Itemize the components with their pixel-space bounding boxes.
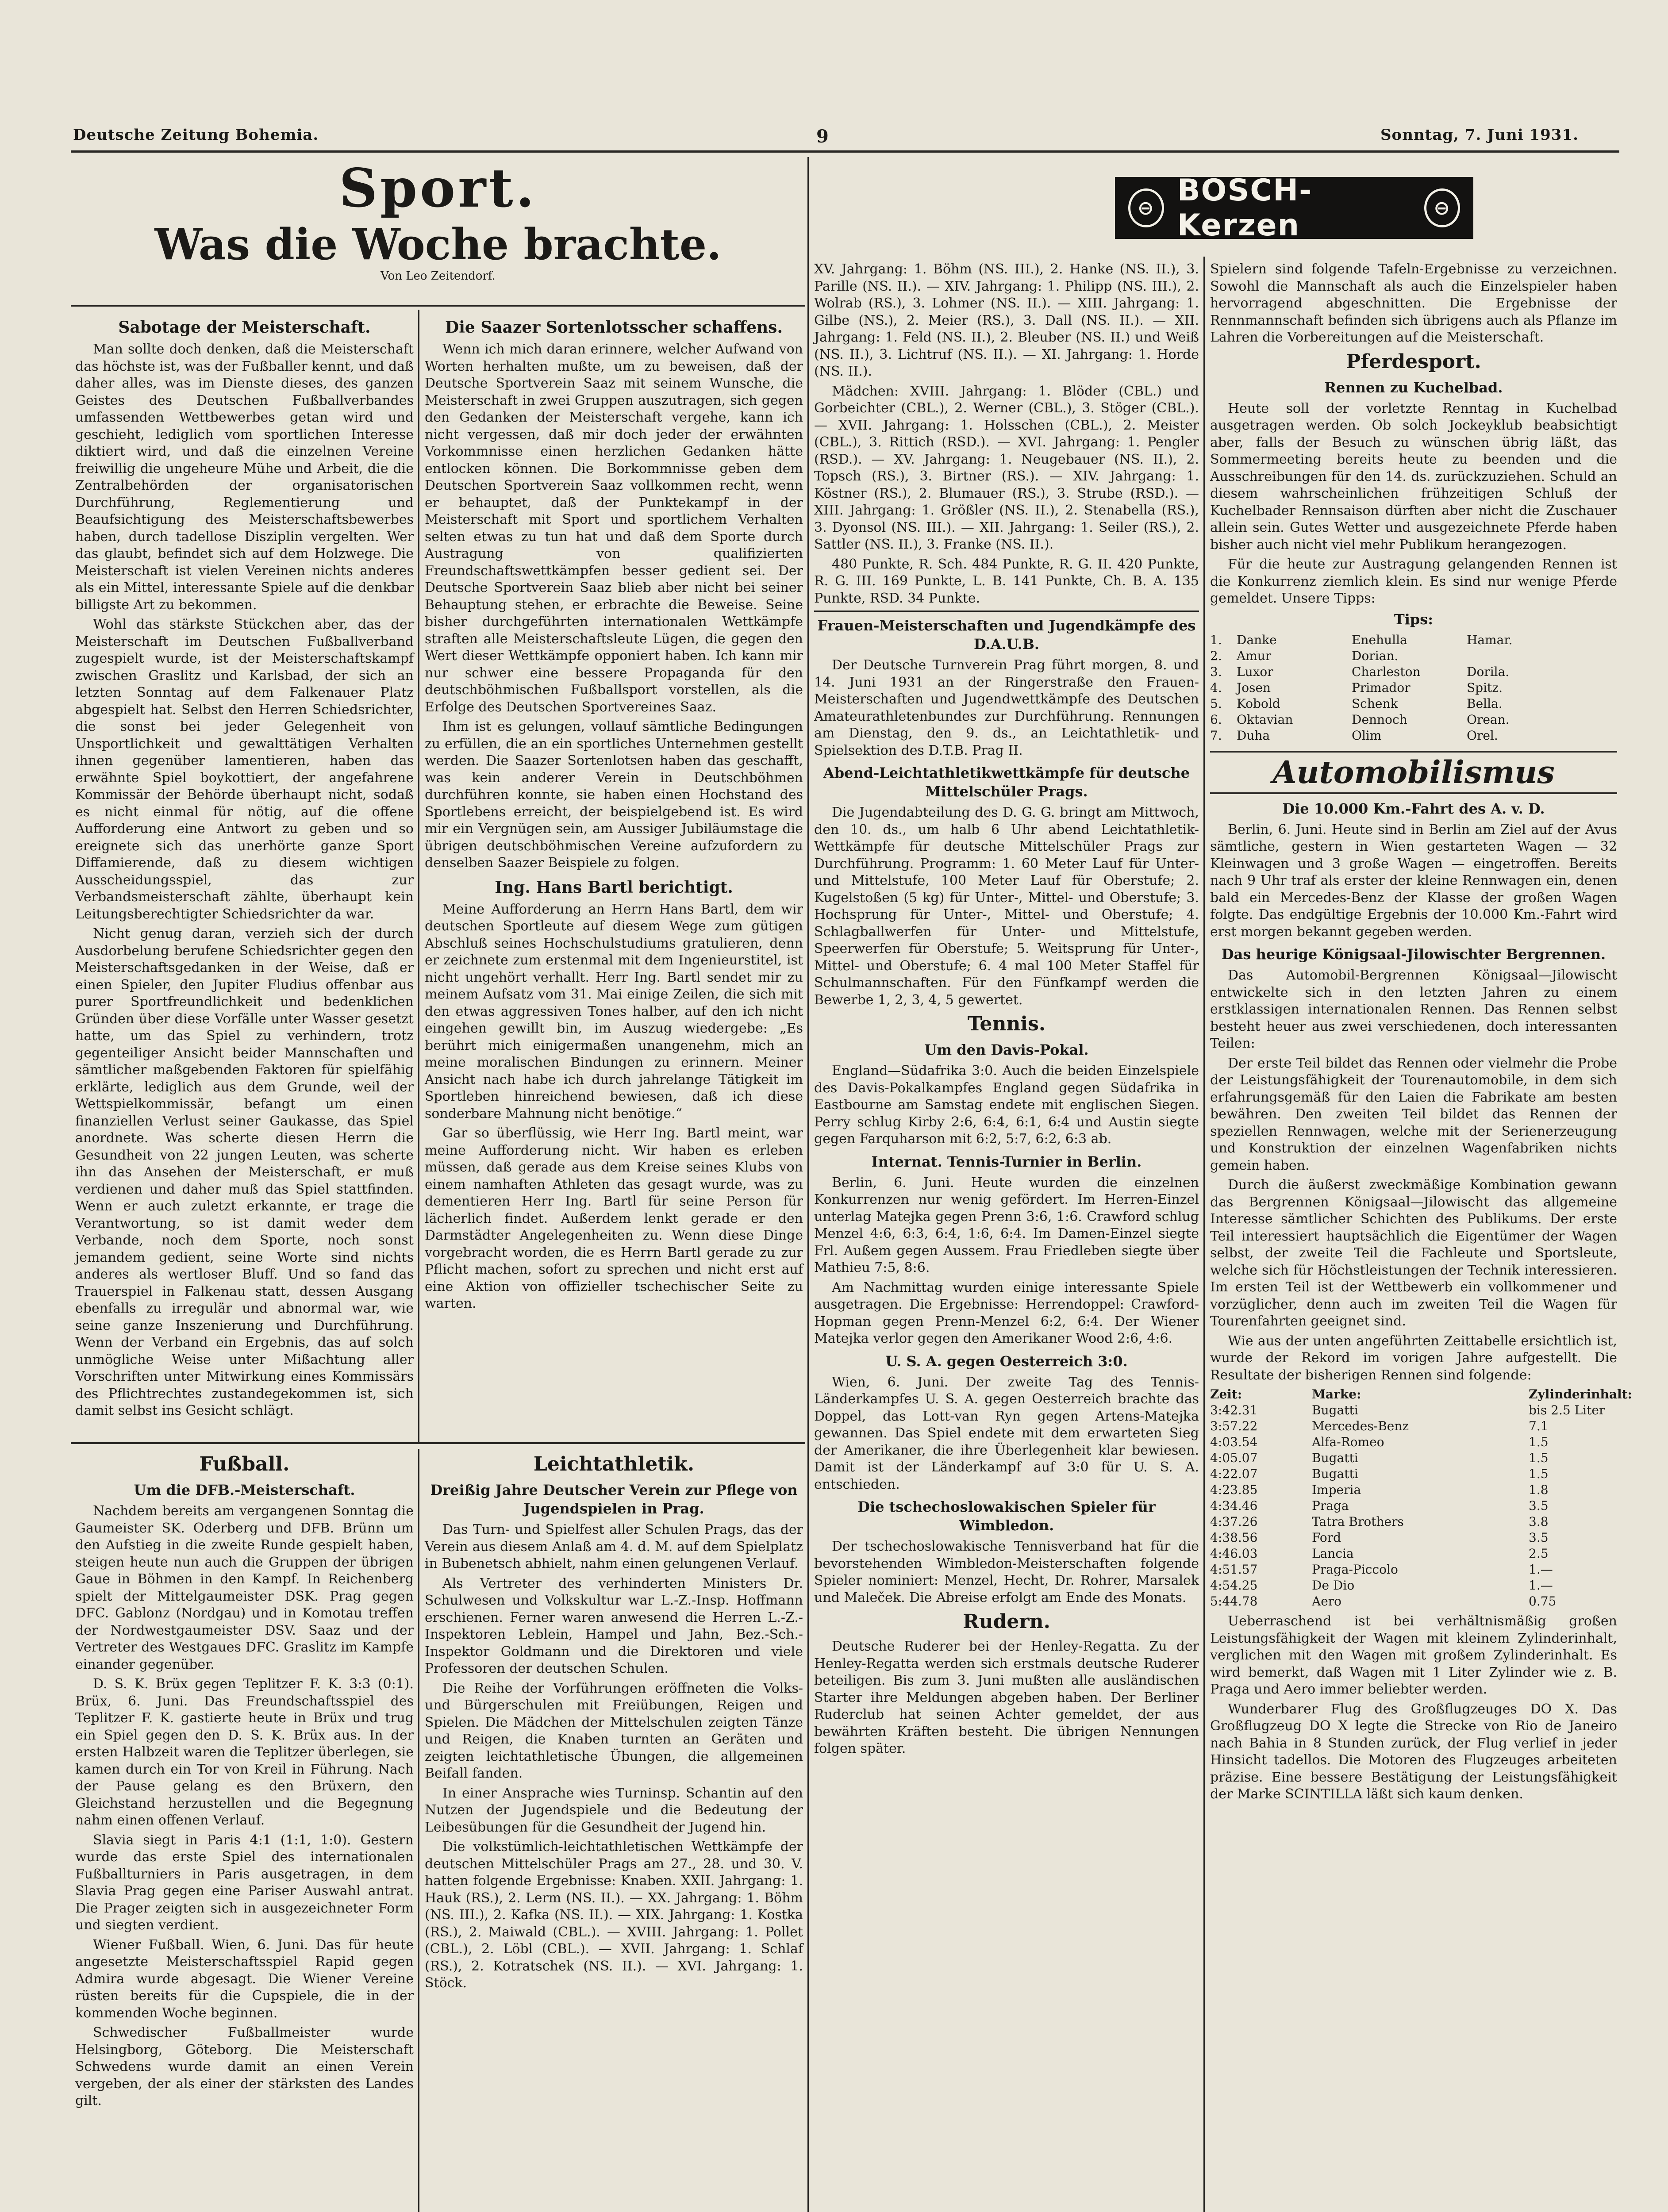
tip-cell: Dorila. — [1467, 664, 1510, 679]
paragraph: Der Deutsche Turnverein Prag führt morgen, 8. und 14. Juni 1931 an der Ringerstraße den Frauen-Meisterschaften und Jugendwettkämpfe des Deutschen Amateurathletenbundes zur Durchführung. Rennungen am Dienstag, den 9. ds., an Leichtathletik- und Spielsektion des D.T.B. Prag II. — [814, 657, 1199, 758]
table-cell: Bugatti — [1312, 1467, 1358, 1481]
tip-row — [1210, 632, 1617, 648]
tip-cell: 1. — [1210, 632, 1222, 647]
table-row — [1210, 1546, 1617, 1562]
table-row — [1210, 1562, 1617, 1578]
tip-cell: 5. — [1210, 696, 1222, 711]
table-cell: 1.— — [1529, 1562, 1553, 1577]
paragraph: Nachdem bereits am vergangenen Sonntag die Gaumeister SK. Oderberg und DFB. Brünn um den Aufstieg in die zweite Runde gespielt haben, steigen heute nun auch die Gruppen der übrigen Gaue in Böhmen in den Kampf. In Reichenberg spielt der Mittelgaumeister DSK. Prag gegen DFC. Gablonz (Nordgau) und in Komotau treffen der Nordwestgaumeister DSV. Saaz und der Vertreter des Westgaues DFC. Graslitz im Kampfe einander gegenüber. — [75, 1503, 414, 1672]
table-cell: 3.8 — [1529, 1514, 1549, 1529]
article-heading: Die 10.000 Km.-Fahrt des A. v. D. — [1282, 800, 1545, 817]
table-cell: 1.5 — [1529, 1435, 1549, 1449]
tip-cell: Enehulla — [1352, 632, 1407, 647]
tip-cell: Dorian. — [1352, 648, 1399, 663]
paragraph: Slavia siegt in Paris 4:1 (1:1, 1:0). Gestern wurde das erste Spiel des internationalen Fußballturniers in Paris ausgetragen, in dem Slavia Prag gegen eine Pariser Auswahl antrat. Die Prager zeigten sich in ausgezeichneter Form und siegten verdient. — [75, 1832, 414, 1933]
tip-cell: Kobold — [1237, 696, 1280, 711]
col-divider — [807, 157, 809, 2212]
article-heading: Die Saazer Sortenlotsscher schaffens. — [445, 318, 783, 337]
tip-row — [1210, 648, 1617, 664]
table-cell: Imperia — [1312, 1482, 1361, 1497]
ad-text: BOSCH-Kerzen — [1177, 173, 1313, 243]
tips-heading: Tips: — [1394, 611, 1434, 628]
tip-cell: Danke — [1237, 632, 1277, 647]
tip-cell: 4. — [1210, 680, 1222, 695]
bosch-logo-icon: ⊖ — [1424, 188, 1460, 227]
table-row — [1210, 1578, 1617, 1594]
paragraph: XV. Jahrgang: 1. Böhm (NS. III.), 2. Hanke (NS. II.), 3. Parille (NS. II.). — XIV. Jahrgang: 1. Philipp (NS. III.), 2. Wolrab (RS.), 3. Lohmer (NS. II.). — XIII. Jahrgang: 1. Gilbe (NS.), 2. Meier (RS.), 3. Dall (NS. II.). — XII. Jahrgang: 1. Feld (NS. II.), 2. Bleuber (NS. II.) und Weiß (NS. II.), 3. Lichtruf (NS. II.). — XI. Jahrgang: 1. Horde (NS. II.). — [814, 261, 1199, 379]
paragraph: Wohl das stärkste Stückchen aber, das der Meisterschaft im Deutschen Fußballverband zugespielt wurde, ist der Meisterschaftskampf zwischen Graslitz und Karlsbad, der sich an letzten Sonntag auf dem Falkenauer Platz abgespielt hat. Selbst den Herren Schiedsrichter, die sonst bei jeder Gelegenheit von Unsportlichkeit und gewalttätigen Verhalten ihnen gegenüber lamentieren, haben das erwähnte Spiel boykottiert, der angefahrene Kommissär der Behörde überhaupt nicht, sodaß es nicht einmal für nötig, auf die offene Aufforderung eine Antwort zu geben und so ereignete sich das unerhörte ganze Sport Diffamierende, daß zu diesem wichtigen Ausscheidungsspiel, das zur Verbandsmeisterschaft zählte, überhaupt kein Leitungsberechtigter Schiedsrichter da war. — [75, 617, 414, 922]
table-row — [1210, 1402, 1617, 1418]
tip-cell: 6. — [1210, 712, 1222, 727]
tip-cell: Amur — [1237, 648, 1272, 663]
table-cell: Bugatti — [1312, 1451, 1358, 1465]
paragraph: Heute soll der vorletzte Renntag in Kuchelbad ausgetragen werden. Ob solch Jockeyklub beabsichtigt aber, falls der Besuch zu wünschen übrig läßt, das Sommermeeting bereits heute zu beenden und die Ausschreibungen für den 14. ds. zurückzuziehen. Schuld an diesem wahrscheinlichen frühzeitigen Schluß der Kuchelbader Rennsaison dürften aber nicht die Zuschauer allein sein. Gutes Wetter und ausgezeichnete Pferde haben bisher auch nicht viel mehr Publikum herangezogen. — [1210, 400, 1617, 553]
article-heading: Internat. Tennis-Turnier in Berlin. — [871, 1153, 1142, 1170]
section-heading: Leichtathletik. — [533, 1453, 695, 1475]
table-cell: 1.— — [1529, 1578, 1553, 1593]
column-three — [814, 261, 1199, 2212]
article-fussball — [75, 1449, 414, 2212]
table-row — [1210, 1466, 1617, 1482]
paragraph: Schwedischer Fußballmeister wurde Helsingborg, Göteborg. Die Meisterschaft Schwedens wurde damit an einen Verein vergeben, der als einer der stärksten des Landes gilt. — [75, 2025, 414, 2108]
paragraph: Nicht genug daran, verzieh sich der durch Ausdorbelung berufene Schiedsrichter gegen den Meisterschaftsgedanken in der Weise, daß er einen Spieler, den Jupiter Fludius offenbar aus purer Sportfreundlichkeit und bedenklichen Gründen über diese Vorfälle unter Wasser gesetzt hatte, um das Spiel zu verhindern, trotz gegenteiliger Ansicht beider Mannschaften und sämtlicher maßgebenden Faktoren für spielfähig erklärte, lediglich aus dem Grunde, weil der Wettspielkommissär, befangt um einen finanziellen Verlust seiner Gaukasse, das Spiel anordnete. Was scherte diesen Herrn die Gesundheit von 22 jungen Leuten, was scherte ihn das Ansehen der Meisterschaft, er muß verdienen und daher muß das Spiel stattfinden. Wenn er auch zuletzt erkannte, er trage die Verantwortung, so ist damit weder dem Verbande, noch dem Sporte, noch sonst jemandem gedient, seine Worte sind nichts anderes als wertloser Bluff. Und so fand das Trauerspiel in Falkenau statt, dessen Ausgang ebenfalls zu irregulär und abnormal war, wie seine ganze Inszenierung und Durchführung. Wenn der Verband ein Ergebnis, das auf solch unmögliche Weise unter Mißachtung aller Vorschriften unter Mitwirkung eines Kommissärs des Pflichtrechtes zustandegekommen ist, sich damit selbst ins Gesicht schlägt. — [75, 926, 414, 1418]
masthead-rule — [71, 305, 805, 307]
results-table — [1210, 1402, 1617, 1609]
column-four — [1210, 261, 1632, 2212]
table-cell: Alfa-Romeo — [1312, 1435, 1384, 1449]
sport-title: Sport. — [339, 157, 537, 219]
table-cell: 4:23.85 — [1210, 1482, 1258, 1497]
paragraph: Berlin, 6. Juni. Heute wurden die einzelnen Konkurrenzen nur wenig gefördert. Im Herren-Einzel unterlag Matejka gegen Prenn 3:6, 1:6. Crawford schlug Menzel 4:6, 6:3, 6:4, 1:6, 6:4. Im Damen-Einzel siegte Frl. Außem gegen Aussem. Frau Friedleben siegte über Mathieu 7:5, 8:6. — [814, 1175, 1199, 1275]
section-heading: Tennis. — [967, 1013, 1046, 1035]
paragraph: Berlin, 6. Juni. Heute sind in Berlin am Ziel auf der Avus sämtliche, gestern in Wien gestarteten Wagen — 32 Kleinwagen und 3 große Wagen — eingetroffen. Bereits nach 9 Uhr traf als erster der kleine Rennwagen ein, denen bald ein Mercedes-Benz der Klasse der großen Wagen folgte. Das endgültige Ergebnis der 10.000 Km.-Fahrt wird erst morgen bekannt gegeben werden. — [1210, 822, 1617, 940]
paragraph: Die Reihe der Vorführungen eröffneten die Volks- und Bürgerschulen mit Freiübungen, Reigen und Spielen. Die Mädchen der Mittelschulen zeigten Tänze und Reigen, die Knaben turnten an Geräten und zeigten leichtathletische Übungen, die allgemeinen Beifall fanden. — [425, 1680, 803, 1781]
paragraph: Man sollte doch denken, daß die Meisterschaft das höchste ist, was der Fußballer kennt, und daß daher alles, was im Dienste dieses, des ganzen Geistes des Deutschen Fußballverbandes umfassenden Wettbewerbes getan wird und geschieht, lediglich vom sportlichen Interesse diktiert wird, und daß die einzelnen Vereine freiwillig die ungeheure Mühe und Arbeit, die die Zentralbehörden der organisatorischen Durchführung, Reglementierung und Beaufsichtigung des Meisterschaftsbewerbes haben, durch tadellose Disziplin vergelten. Wer das glaubt, befindet sich auf dem Holzwege. Die Meisterschaft ist vielen Vereinen nichts anderes als ein Mittel, interessante Spiele auf die denkbar billigste Art zu bekommen. — [75, 342, 414, 613]
sport-masthead — [71, 157, 805, 288]
table-cell: Bugatti — [1312, 1403, 1358, 1417]
page-number: 9 — [816, 126, 829, 147]
tip-cell: Olim — [1352, 728, 1382, 743]
article-heading: Sabotage der Meisterschaft. — [118, 318, 371, 337]
article-sabotage — [75, 312, 414, 1436]
article-heading: Abend-Leichtathletikwettkämpfe für deutsche Mittelschüler Prags. — [823, 764, 1190, 800]
tip-cell: Oktavian — [1237, 712, 1293, 727]
article-heading: Die tschechoslowakischen Spieler für Wimbledon. — [857, 1498, 1156, 1534]
tip-cell: Josen — [1237, 680, 1271, 695]
table-cell: 0.75 — [1529, 1594, 1557, 1609]
table-cell: 4:03.54 — [1210, 1435, 1258, 1449]
tip-row — [1210, 696, 1617, 712]
table-row — [1210, 1434, 1617, 1450]
tip-cell: Orean. — [1467, 712, 1510, 727]
table-cell: 3:42.31 — [1210, 1403, 1258, 1417]
running-head-left: Deutsche Zeitung Bohemia. — [73, 126, 319, 144]
table-cell: 1.5 — [1529, 1451, 1549, 1465]
paragraph: Als Vertreter des verhinderten Ministers Dr. Schulwesen und Volkskultur war L.-Z.-Insp. Hoffmann erschienen. Ferner waren anwesend die Herren L.-Z.-Inspektoren Leblein, Hampel und Jahn, Bez.-Sch.-Inspektor Goldmann und die Direktoren und viele Professoren der deutschen Schulen. — [425, 1575, 803, 1676]
table-row — [1210, 1530, 1617, 1546]
paragraph: Gar so überflüssig, wie Herr Ing. Bartl meint, war meine Aufforderung nicht. Wir haben es erleben müssen, daß gerade aus dem Kreise seines Klubs von einem namhaften Athleten das gesagt wurde, was zu dementieren Herr Ing. Bartl für seine Person für lächerlich findet. Außerdem lenkt gerade er den Darmstädter Angelegenheiten zu. Wenn diese Dinge vorgebracht worden, die es Herrn Bartl gerade zu zur Pflicht machen, sofort zu sprechen und nicht erst auf eine Aktion von offizieller tschechischer Seite zu warten. — [425, 1125, 803, 1311]
table-cell: 4:54.25 — [1210, 1578, 1258, 1593]
tip-cell: Schenk — [1352, 696, 1398, 711]
paragraph: Wiener Fußball. Wien, 6. Juni. Das für heute angesetzte Meisterschaftsspiel Rapid gegen Admira wurde abgesagt. Die Wiener Vereine rüsten bereits für die Cupspiele, die in der kommenden Woche beginnen. — [75, 1937, 414, 2021]
tip-cell: Orel. — [1467, 728, 1498, 743]
tip-cell: Dennoch — [1352, 712, 1407, 727]
table-header: Marke: — [1312, 1387, 1361, 1402]
paragraph: Die Jugendabteilung des D. G. G. bringt am Mittwoch, den 10. ds., um halb 6 Uhr abend Leichtathletik-Wettkämpfe für deutsche Mittelschüler Prags zur Durchführung. Programm: 1. 60 Meter Lauf für Unter- und Mittelstufe, 100 Meter Lauf für Oberstufe; 2. Kugelstoßen (5 kg) für Unter-, Mittel- und Oberstufe; 3. Hochsprung für Unter-, Mittel- und Oberstufe; 4. Schlagballwerfen für Unter- und Mittelstufe, Speerwerfen für Oberstufe; 5. Weitsprung für Unter-, Mittel- und Oberstufe; 6. 4 mal 100 Meter Staffel für Schulmannschaften. Für den Fünfkampf werden die Bewerbe 1, 2, 3, 4, 5 gewertet. — [814, 805, 1199, 1008]
tip-cell: Charleston — [1352, 664, 1421, 679]
paragraph: Ueberraschend ist bei verhältnismäßig großen Leistungsfähigkeit der Wagen mit kleinem Zylinderinhalt, verglichen mit den Wagen mit großem Zylinderinhalt. Es wird bemerkt, daß Wagen mit 1 Liter Zylinder wie z. B. Praga und Aero immer beliebter werden. — [1210, 1613, 1617, 1697]
paragraph: Wien, 6. Juni. Der zweite Tag des Tennis-Länderkampfes U. S. A. gegen Oesterreich brachte das Doppel, das Lott-van Ryn gegen Artens-Matejka gewannen. Das Spiel endete mit dem erwarteten Sieg der Amerikaner, die ihre Überlegenheit klar bewiesen. Damit ist der Länderkampf auf 3:0 für U. S. A. entschieden. — [814, 1374, 1199, 1492]
tip-row — [1210, 680, 1617, 696]
paragraph: Der erste Teil bildet das Rennen oder vielmehr die Probe der Leistungsfähigkeit der Tourenautomobile, in dem sich erfahrungsgemäß für den Laien die Fabrikate am besten bewähren. Den zweiten Teil bildet das Rennen der speziellen Rennwagen, welche mit der Serienerzeugung und Konstruktion der einzelnen Wagenfabriken nichts gemein haben. — [1210, 1055, 1617, 1173]
table-row — [1210, 1498, 1617, 1514]
paragraph: Ihm ist es gelungen, vollauf sämtliche Bedingungen zu erfüllen, die an ein sportliches Unternehmen gestellt werden. Die Saazer Sortenlotsen haben das geschafft, was kein anderer Verein in Deutschböhmen durchführen konnte, sie haben einen Hochstand des Sportlebens erreicht, der beispielgebend ist. Es wird mir ein Vergnügen sein, am Aussiger Jubiläumstage die übrigen deutschböhmischen Vereine aufzufordern zu denselben Saazer Beispiele zu folgen. — [425, 719, 803, 871]
table-row — [1210, 1482, 1617, 1498]
tip-cell: 3. — [1210, 664, 1222, 679]
col-divider — [418, 1449, 419, 2212]
paragraph: In einer Ansprache wies Turninsp. Schantin auf den Nutzen der Jugendspiele und die Bedeutung der Leibesübungen für die Gesundheit der Jugend hin. — [425, 1785, 803, 1835]
paragraph: Durch die äußerst zweckmäßige Kombination gewann das Bergrennen Königsaal—Jilowischt das allgemeine Interesse sämtlicher Schichten des Publikums. Der erste Teil interessiert hauptsächlich die Eigentümer der Wagen selbst, der zweite Teil die Fachleute und Sportsleute, welche sich für Höchstleistungen der Technik interessieren. Im ersten Teil ist der Wettbewerb ein vollkommener und vorzüglicher, denn auch im zweiten Teil die Wagen für Tourenfahrten geeignet sind. — [1210, 1177, 1617, 1329]
tip-cell — [1467, 648, 1617, 664]
table-cell: 4:34.46 — [1210, 1498, 1258, 1513]
section-heading: Fußball. — [199, 1453, 290, 1475]
paragraph: D. S. K. Brüx gegen Teplitzer F. K. 3:3 (0:1). Brüx, 6. Juni. Das Freundschaftsspiel des Teplitzer F. K. gastierte heute in Brüx und trug ein Spiel gegen den D. S. K. Brüx aus. In der ersten Halbzeit waren die Teplitzer überlegen, sie kamen durch ein Tor von Kreil in Führung. Nach der Pause gelang es den Brüxern, den Gleichstand herzustellen und die Begegnung nahm einen offenen Verlauf. — [75, 1676, 414, 1828]
tip-cell: Luxor — [1237, 664, 1273, 679]
col-divider — [1203, 257, 1205, 2212]
table-cell: Lancia — [1312, 1546, 1354, 1561]
paragraph: Wunderbarer Flug des Großflugzeuges DO X. Das Großflugzeug DO X legte die Strecke von Rio de Janeiro nach Bahia in 8 Stunden zurück, der Flug verlief in jeder Hinsicht tadellos. Die Motoren des Flugzeuges arbeiteten präzise. Eine bessere Bestätigung der Leistungsfähigkeit der Marke SCINTILLA läßt sich kaum denken. — [1210, 1701, 1617, 1802]
paragraph: Für die heute zur Austragung gelangenden Rennen ist die Konkurrenz ziemlich klein. Es sind nur wenige Pferde gemeldet. Unsere Tipps: — [1210, 557, 1617, 606]
table-cell: 7.1 — [1529, 1419, 1549, 1433]
tip-row — [1210, 664, 1617, 680]
tip-cell: 7. — [1210, 728, 1222, 743]
table-cell: 3:57.22 — [1210, 1419, 1258, 1433]
section-heading: Rudern. — [963, 1610, 1050, 1633]
table-cell: 5:44.78 — [1210, 1594, 1258, 1609]
article-heading: Rennen zu Kuchelbad. — [1324, 379, 1503, 396]
table-cell: 4:51.57 — [1210, 1562, 1258, 1577]
header-rule — [71, 150, 1619, 153]
paragraph: Wie aus der unten angeführten Zeittabelle ersichtlich ist, wurde der Rekord im vorigen Jahre aufgestellt. Die Resultate der bisherigen Rennen sind folgende: — [1210, 1333, 1617, 1383]
paragraph: Deutsche Ruderer bei der Henley-Regatta. Zu der Henley-Regatta werden sich erstmals deutsche Ruderer beteiligen. Bis zum 3. Juni mußten alle ausländischen Starter ihre Meldungen abgeben haben. Der Berliner Ruderclub hat seinen Achter gemeldet, der aus bewährten Kräften besteht. Die übrigen Nennungen folgen später. — [814, 1639, 1199, 1756]
table-row — [1210, 1418, 1617, 1434]
tip-cell: Primador — [1352, 680, 1410, 695]
tip-row — [1210, 712, 1617, 728]
table-cell: Tatra Brothers — [1312, 1514, 1404, 1529]
paragraph: Das Turn- und Spielfest aller Schulen Prags, das der Verein aus diesem Anlaß am 4. d. M. auf dem Spielplatz in Bubenetsch abhielt, nahm einen gelungenen Verlauf. — [425, 1522, 803, 1571]
article-heading: Ing. Hans Bartl berichtigt. — [495, 878, 733, 897]
bosch-logo-icon: ⊖ — [1128, 188, 1164, 227]
article-heading: U. S. A. gegen Oesterreich 3:0. — [885, 1352, 1128, 1370]
table-row — [1210, 1450, 1617, 1466]
paragraph: Der tschechoslowakische Tennisverband hat für die bevorstehenden Wimbledon-Meisterschaften folgende Spieler nominiert: Menzel, Hecht, Dr. Rohrer, Marsalek und Maleček. Die Abreise erfolgt am Ende des Monats. — [814, 1539, 1199, 1605]
byline: Von Leo Zeitendorf. — [380, 269, 496, 283]
article-heading: Um den Davis-Pokal. — [924, 1041, 1089, 1058]
table-cell: 4:05.07 — [1210, 1451, 1258, 1465]
table-cell: 4:38.56 — [1210, 1530, 1258, 1545]
divider — [814, 611, 1199, 612]
bosch-ad — [1115, 173, 1473, 243]
paragraph: Am Nachmittag wurden einige interessante Spiele ausgetragen. Die Ergebnisse: Herrendoppel: Crawford-Hopman gegen Prenn-Menzel 6:2, 6:4. Der Wiener Matejka verlor gegen den Amerikaner Wood 2:6, 4:6. — [814, 1279, 1199, 1346]
table-cell: De Dio — [1312, 1578, 1355, 1593]
sport-subtitle: Was die Woche brachte. — [154, 219, 722, 269]
col-divider — [418, 310, 419, 1442]
table-cell: bis 2.5 Liter — [1529, 1403, 1605, 1417]
table-header: Zeit: — [1210, 1387, 1242, 1402]
table-cell: 2.5 — [1529, 1546, 1549, 1561]
table-cell: Praga-Piccolo — [1312, 1562, 1398, 1577]
tip-cell: 2. — [1210, 648, 1222, 663]
table-cell: 3.5 — [1529, 1498, 1549, 1513]
paragraph: England—Südafrika 3:0. Auch die beiden Einzelspiele des Davis-Pokalkampfes England gegen Südafrika in Eastbourne am Samstag endete mit englischen Siegen. Perry schlug Kirby 2:6, 6:4, 6:1, 6:4 und Austin siegte gegen Farquharson mit 6:2, 5:7, 6:2, 6:3 ab. — [814, 1063, 1199, 1147]
table-cell: 4:46.03 — [1210, 1546, 1258, 1561]
paragraph: Wenn ich mich daran erinnere, welcher Aufwand von Worten herhalten mußte, um zu beweisen, daß der Deutsche Sportverein Saaz mit seinem Wunsche, die Meisterschaft in zwei Gruppen auszutragen, sich gegen den Gedanken der Meisterschaft vergehe, kann ich nicht vergessen, daß mir doch jeder der erwähnten Vorkommnisse einen herzlichen Gedanken hätte entlocken können. Die Borkommnisse geben dem Deutschen Sportverein Saaz vollkommen recht, wenn er behauptet, daß der Punktekampf in der Meisterschaft mit Sport und sportlichem Verhalten selten etwas zu tun hat und daß dem Sporte durch Austragung von qualifizierten Freundschaftswettkämpfen besser gedient sei. Der Deutsche Sportverein Saaz blieb aber nicht bei seiner Behauptung stehen, er erbrachte die Beweise. Seine bisher durchgeführten internationalen Wettkämpfe straften alle Meisterschaftsleute Lügen, die gegen den Wert dieser Wettkämpfe opponiert haben. Ich kann mir nur schwer eine bessere Propaganda für den deutschböhmischen Fußballsport vorstellen, als die Erfolge des Deutschen Sportvereines Saaz. — [425, 342, 803, 715]
section-rule — [71, 1442, 805, 1444]
article-heading: Das heurige Königsaal-Jilowischter Bergrennen. — [1221, 946, 1606, 963]
tip-cell: Duha — [1237, 728, 1270, 743]
article-heading: Dreißig Jahre Deutscher Verein zur Pflege von Jugendspielen in Prag. — [430, 1482, 798, 1517]
table-row — [1210, 1594, 1617, 1609]
tip-cell: Spitz. — [1467, 680, 1503, 695]
article-heading: Um die DFB.-Meisterschaft. — [134, 1482, 355, 1498]
tip-cell: Bella. — [1467, 696, 1503, 711]
table-cell: 4:22.07 — [1210, 1467, 1258, 1481]
tips-list — [1210, 632, 1617, 744]
paragraph: Spielern sind folgende Tafeln-Ergebnisse zu verzeichnen. Sowohl die Mannschaft als auch die Einzelspieler haben hervorragend abgeschnitten. Die Ergebnisse der Rennmannschaft befinden sich übrigens auch als Pflanze im Lahren die Vorbereitungen auf die Meisterschaft. — [1210, 261, 1617, 345]
tip-cell: Hamar. — [1467, 632, 1513, 647]
article-leichtathletik — [425, 1449, 803, 2212]
article-heading: Frauen-Meisterschaften und Jugendkämpfe des D.A.U.B. — [817, 617, 1196, 653]
tip-row — [1210, 728, 1617, 744]
table-cell: 4:37.26 — [1210, 1514, 1258, 1529]
table-cell: 3.5 — [1529, 1530, 1549, 1545]
table-row — [1210, 1514, 1617, 1530]
article-saaz — [425, 312, 803, 1436]
paragraph: Die volkstümlich-leichtathletischen Wettkämpfe der deutschen Mittelschüler Prags am 27., 28. und 30. V. hatten folgende Ergebnisse: Knaben. XXII. Jahrgang: 1. Hauk (RS.), 2. Lerm (NS. II.). — XX. Jahrgang: 1. Böhm (NS. III.), 2. Kafka (NS. II.). — XIX. Jahrgang: 1. Kostka (RS.), 2. Maiwald (CBL.). — XVIII. Jahrgang: 1. Pollet (CBL.), 2. Löbl (CBL.). — XVII. Jahrgang: 1. Schlaf (RS.), 2. Kotratschek (NS. II.). — XVI. Jahrgang: 1. Stöck. — [425, 1839, 803, 1991]
automobilismus-banner: Automobilismus — [1210, 751, 1617, 794]
table-cell: Aero — [1312, 1594, 1342, 1609]
table-header: Zylinderinhalt: — [1529, 1387, 1632, 1402]
table-cell: Praga — [1312, 1498, 1349, 1513]
table-cell: Ford — [1312, 1530, 1341, 1545]
paragraph: Mädchen: XVIII. Jahrgang: 1. Blöder (CBL.) und Gorbeichter (CBL.), 2. Werner (CBL.), 3. Stöger (CBL.). — XVII. Jahrgang: 1. Holsschen (CBL.), 2. Meister (CBL.), 3. Rittich (RSD.). — XVI. Jahrgang: 1. Pengler (RSD.). — XV. Jahrgang: 1. Neugebauer (NS. II.), 2. Topsch (RS.), 3. Birtner (RS.). — XIV. Jahrgang: 1. Köstner (RS.), 2. Blumauer (RS.), 3. Strube (RSD.). — XIII. Jahrgang: 1. Größler (NS. II.), 2. Stenabella (RS.), 3. Dyonsol (NS. III.). — XII. Jahrgang: 1. Seiler (RS.), 2. Sattler (NS. II.), 3. Franke (NS. II.). — [814, 383, 1199, 552]
running-head-right: Sonntag, 7. Juni 1931. — [1380, 126, 1579, 144]
paragraph: 480 Punkte, R. Sch. 484 Punkte, R. G. II. 420 Punkte, R. G. III. 169 Punkte, L. B. 141 Punkte, Ch. B. A. 135 Punkte, RSD. 34 Punkte. — [814, 556, 1199, 606]
paragraph: Meine Aufforderung an Herrn Hans Bartl, dem wir deutschen Sportleute auf diesem Wege zum gütigen Abschluß seines Hochschulstudiums gratulieren, denn er zeichnete zum erstenmal mit dem Ingenieurstitel, ist nicht ungehört verhallt. Herr Ing. Bartl sendet mir zu meinem Aufsatz vom 31. Mai einige Zeilen, die sich mit den etwas aggressiven Tones halber, auf den ich nicht eingehen gewillt bin, im Auszug wiedergebe: „Es berührt mich einigermaßen unangenehm, mich an meine moralischen Bindungen zu erinnern. Meiner Ansicht nach habe ich durch jahrelange Tätigkeit im Sportleben hinreichend bewiesen, daß ich diese sonderbare Mahnung nicht benötige.“ — [425, 901, 803, 1121]
table-cell: 1.5 — [1529, 1467, 1549, 1481]
results-table-header — [1210, 1386, 1632, 1402]
table-cell: Mercedes-Benz — [1312, 1419, 1409, 1433]
paragraph: Das Automobil-Bergrennen Königsaal—Jilowischt entwickelte sich in den letzten Jahren zu einem erstklassigen internationalen Rennen. Das Rennen selbst besteht heuer aus zwei verschiedenen, doch interessanten Teilen: — [1210, 968, 1617, 1051]
section-heading: Pferdesport. — [1346, 350, 1481, 373]
table-cell: 1.8 — [1529, 1482, 1549, 1497]
